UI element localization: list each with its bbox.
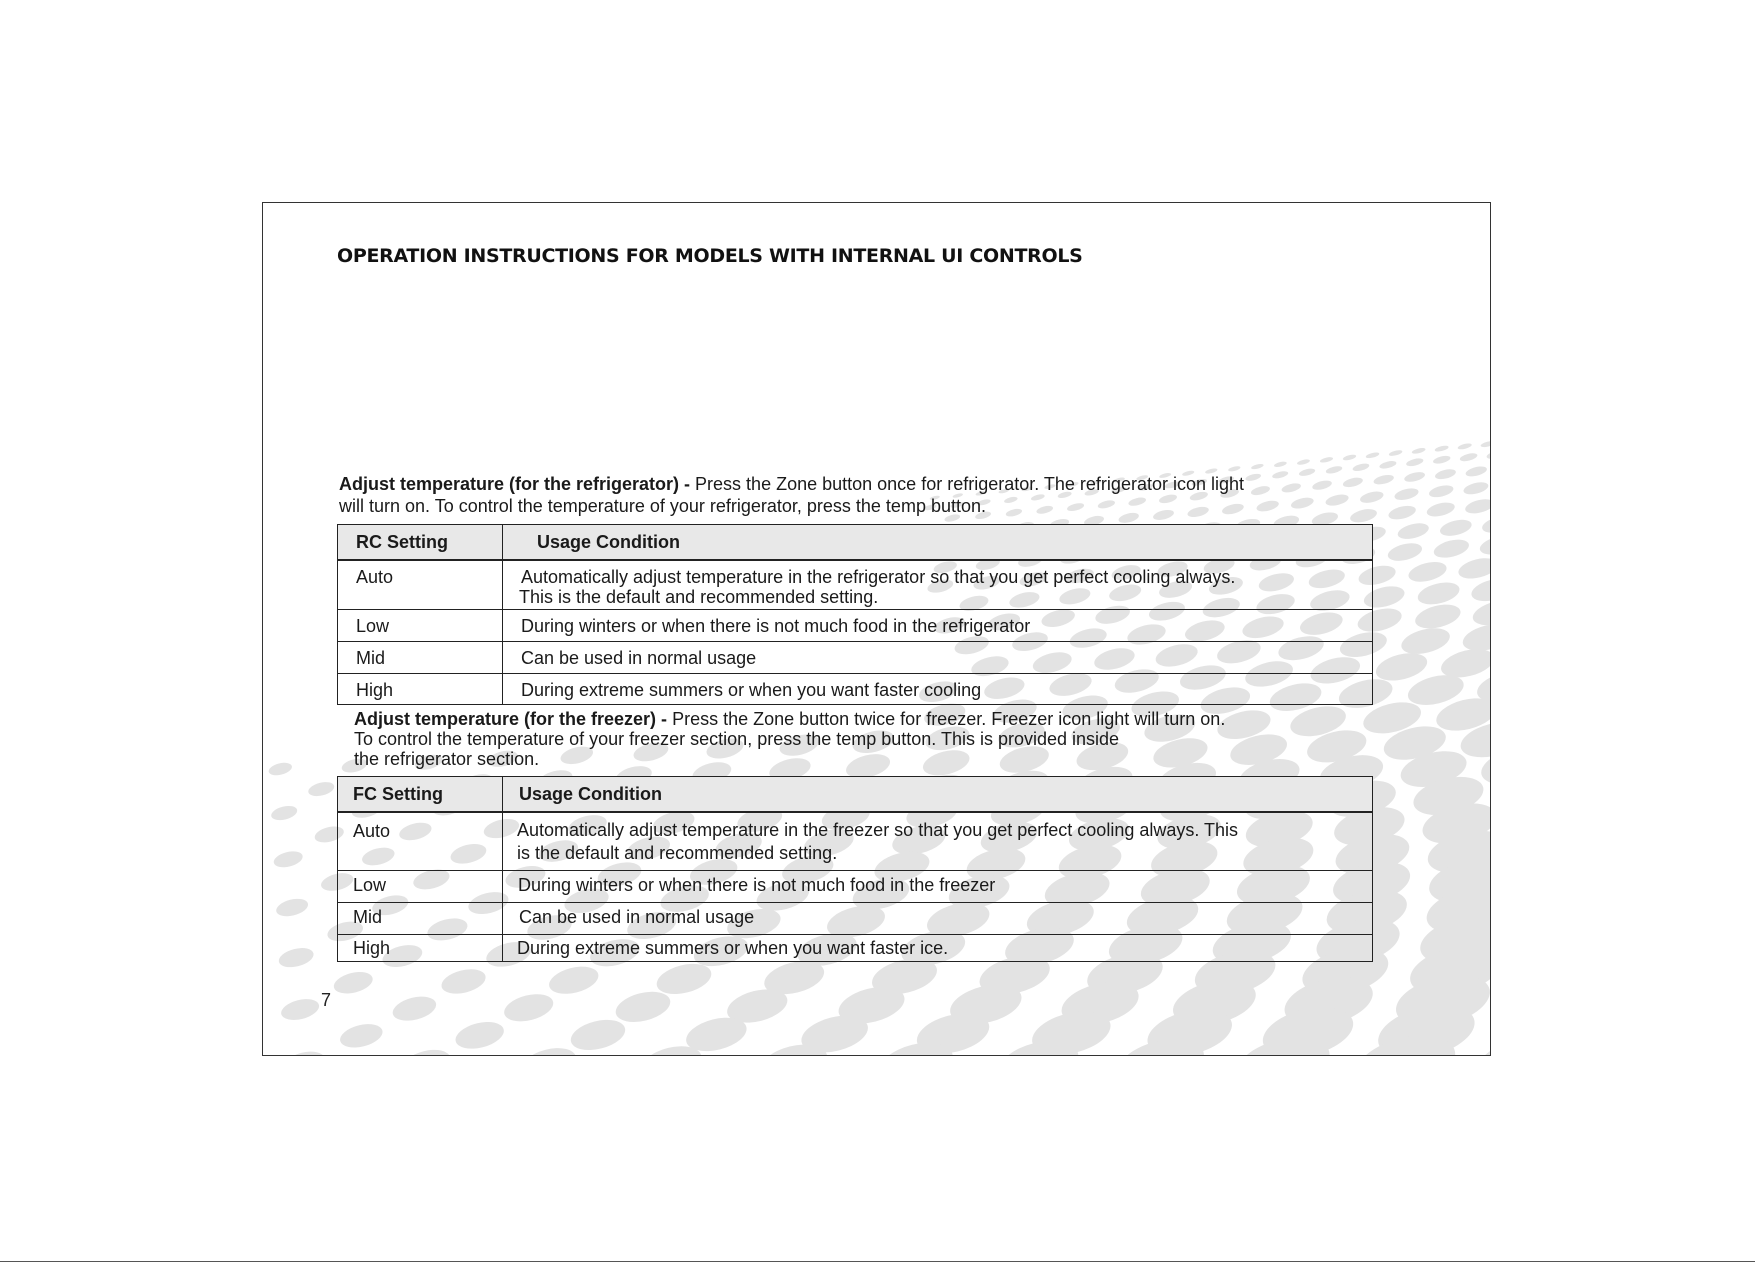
pattern-dot: [267, 761, 293, 778]
freezer-text-line1: Press the Zone button twice for freezer. Freezer icon light will turn on.: [667, 709, 1226, 729]
rc-condition-auto: [503, 560, 1373, 609]
fc-setting-high: High: [338, 934, 503, 961]
pattern-dot: [1459, 452, 1478, 463]
rc-setting-high: High: [338, 673, 503, 704]
pattern-dot: [338, 1020, 385, 1051]
pattern-dot: [1365, 451, 1380, 459]
refrigerator-text-line2: will turn on. To control the temperature of your refrigerator, press the temp button.: [339, 496, 986, 516]
pattern-dot: [1298, 467, 1316, 477]
page-frame: [262, 202, 1491, 1056]
pattern-dot: [281, 1048, 327, 1056]
rc-settings-table: [337, 524, 1373, 705]
pattern-dot: [1425, 500, 1456, 519]
pattern-dot: [1456, 555, 1491, 583]
pattern-dot: [272, 849, 304, 870]
fc-condition-auto: [503, 812, 1373, 870]
pattern-dot: [546, 962, 601, 998]
pattern-dot: [1342, 476, 1364, 489]
pattern-dot: [1324, 492, 1349, 507]
pattern-dot: [1432, 454, 1451, 465]
fc-setting-low: Low: [338, 870, 503, 902]
pattern-dot: [1480, 513, 1491, 535]
pattern-dot: [1432, 536, 1471, 560]
pattern-dot: [277, 945, 316, 971]
column-header-rc-setting: RC Setting: [338, 525, 503, 561]
freezer-heading: Adjust temperature (for the freezer) -: [354, 709, 668, 729]
pattern-dot: [1352, 462, 1370, 472]
pattern-dot: [1379, 460, 1397, 470]
table-row: [338, 560, 1373, 609]
pattern-dot: [1228, 465, 1241, 472]
pattern-dot: [1480, 440, 1491, 448]
fc-setting-auto: Auto: [338, 812, 503, 870]
fc-condition-low: During winters or when there is not much food in the freezer: [503, 870, 1373, 902]
rc-setting-low: Low: [338, 609, 503, 641]
pattern-dot: [453, 1017, 507, 1053]
condition-line2: This is the default and recommended setting.: [519, 587, 879, 607]
freezer-text-line3: the refrigerator section.: [354, 749, 540, 769]
pattern-dot: [1251, 463, 1264, 470]
fc-condition-mid: Can be used in normal usage: [503, 902, 1373, 934]
pattern-dot: [1438, 517, 1473, 539]
fc-condition-high: During extreme summers or when you want faster ice.: [503, 934, 1373, 961]
table-row: [338, 870, 1373, 902]
pattern-dot: [1388, 449, 1403, 457]
pattern-dot: [270, 804, 299, 823]
fc-settings-table: [337, 776, 1373, 962]
pattern-dot: [1405, 457, 1424, 468]
pattern-dot: [613, 987, 674, 1027]
pattern-dot: [1386, 540, 1424, 564]
pattern-dot: [1250, 484, 1271, 496]
condition-line2: is the default and recommended setting.: [517, 843, 838, 863]
rc-condition-low: During winters or when there is not much food in the refrigerator: [503, 609, 1373, 641]
pattern-dot: [1478, 533, 1491, 558]
pattern-dot: [1411, 447, 1426, 455]
pattern-dot: [1464, 497, 1491, 516]
table-row: [338, 609, 1373, 641]
table-row: [338, 902, 1373, 934]
pattern-dot: [1297, 458, 1311, 465]
table-row: [338, 673, 1373, 704]
pattern-dot: [1325, 465, 1343, 475]
pattern-dot: [279, 996, 321, 1024]
refrigerator-instructions: [339, 473, 1244, 517]
bottom-divider: [0, 1261, 1755, 1262]
pattern-dot: [332, 968, 375, 997]
pattern-dot: [1393, 486, 1419, 502]
pattern-dot: [1488, 993, 1491, 1056]
pattern-dot: [1428, 483, 1455, 499]
pattern-dot: [1486, 449, 1491, 460]
refrigerator-heading: Adjust temperature (for the refrigerator) -: [339, 474, 691, 494]
refrigerator-text-line1: Press the Zone button once for refrigerator. The refrigerator icon light: [690, 474, 1245, 494]
pattern-dot: [1373, 473, 1395, 486]
pattern-dot: [1290, 496, 1315, 511]
condition-line1: Automatically adjust temperature in the refrigerator so that you get perfect cooling always.: [521, 567, 1236, 587]
table-header-row: [338, 525, 1373, 561]
pattern-dot: [274, 896, 310, 919]
pattern-dot: [501, 990, 556, 1026]
table-header-row: [338, 777, 1373, 813]
pattern-dot: [439, 965, 488, 998]
pattern-dot: [1396, 520, 1430, 541]
pattern-dot: [1403, 470, 1426, 483]
column-header-fc-setting: FC Setting: [338, 777, 503, 813]
pattern-dot: [390, 992, 438, 1024]
pattern-dot: [307, 780, 336, 799]
pattern-dot: [1349, 507, 1378, 525]
table-row: [338, 641, 1373, 673]
pattern-dot: [1434, 445, 1449, 453]
pattern-dot: [1387, 503, 1417, 521]
freezer-instructions: [354, 709, 1225, 769]
pattern-dot: [1399, 624, 1453, 659]
freezer-text-line2: To control the temperature of your freezer section, press the temp button. This is provided inside: [354, 729, 1120, 749]
condition-line1: Automatically adjust temperature in the freezer so that you get perfect cooling always. This: [517, 820, 1239, 840]
rc-condition-mid: Can be used in normal usage: [503, 641, 1373, 673]
pattern-dot: [1462, 480, 1489, 496]
pattern-dot: [1272, 470, 1289, 480]
table-row: [338, 934, 1373, 961]
pattern-dot: [1342, 454, 1356, 462]
pattern-dot: [1415, 579, 1461, 609]
pattern-dot: [519, 1043, 579, 1056]
column-header-usage-condition: Usage Condition: [503, 777, 1373, 813]
rc-condition-high: During extreme summers or when you want faster cooling: [503, 673, 1373, 704]
pattern-dot: [1311, 479, 1332, 492]
pattern-dot: [1457, 442, 1472, 450]
pattern-dot: [1274, 461, 1288, 468]
page-title: OPERATION INSTRUCTIONS FOR MODELS WITH INTERNAL UI CONTROLS: [337, 245, 1083, 267]
pattern-dot: [400, 1045, 453, 1056]
pattern-dot: [1413, 600, 1463, 632]
pattern-dot: [1255, 499, 1279, 514]
pattern-dot: [1406, 559, 1448, 586]
column-header-usage-condition: Usage Condition: [503, 525, 1373, 561]
table-row: [338, 812, 1373, 870]
pattern-dot: [1465, 465, 1488, 479]
fc-setting-mid: Mid: [338, 902, 503, 934]
pattern-dot: [1319, 456, 1333, 464]
pattern-dot: [1434, 467, 1457, 481]
pattern-dot: [1281, 482, 1302, 494]
pattern-dot: [568, 1015, 629, 1055]
pattern-dot: [1470, 596, 1491, 629]
rc-setting-auto: Auto: [338, 560, 503, 609]
pattern-dot: [1359, 489, 1385, 505]
pattern-dot: [1245, 472, 1262, 482]
rc-setting-mid: Mid: [338, 641, 503, 673]
pattern-dot: [1469, 575, 1491, 605]
page-number: 7: [321, 990, 332, 1010]
